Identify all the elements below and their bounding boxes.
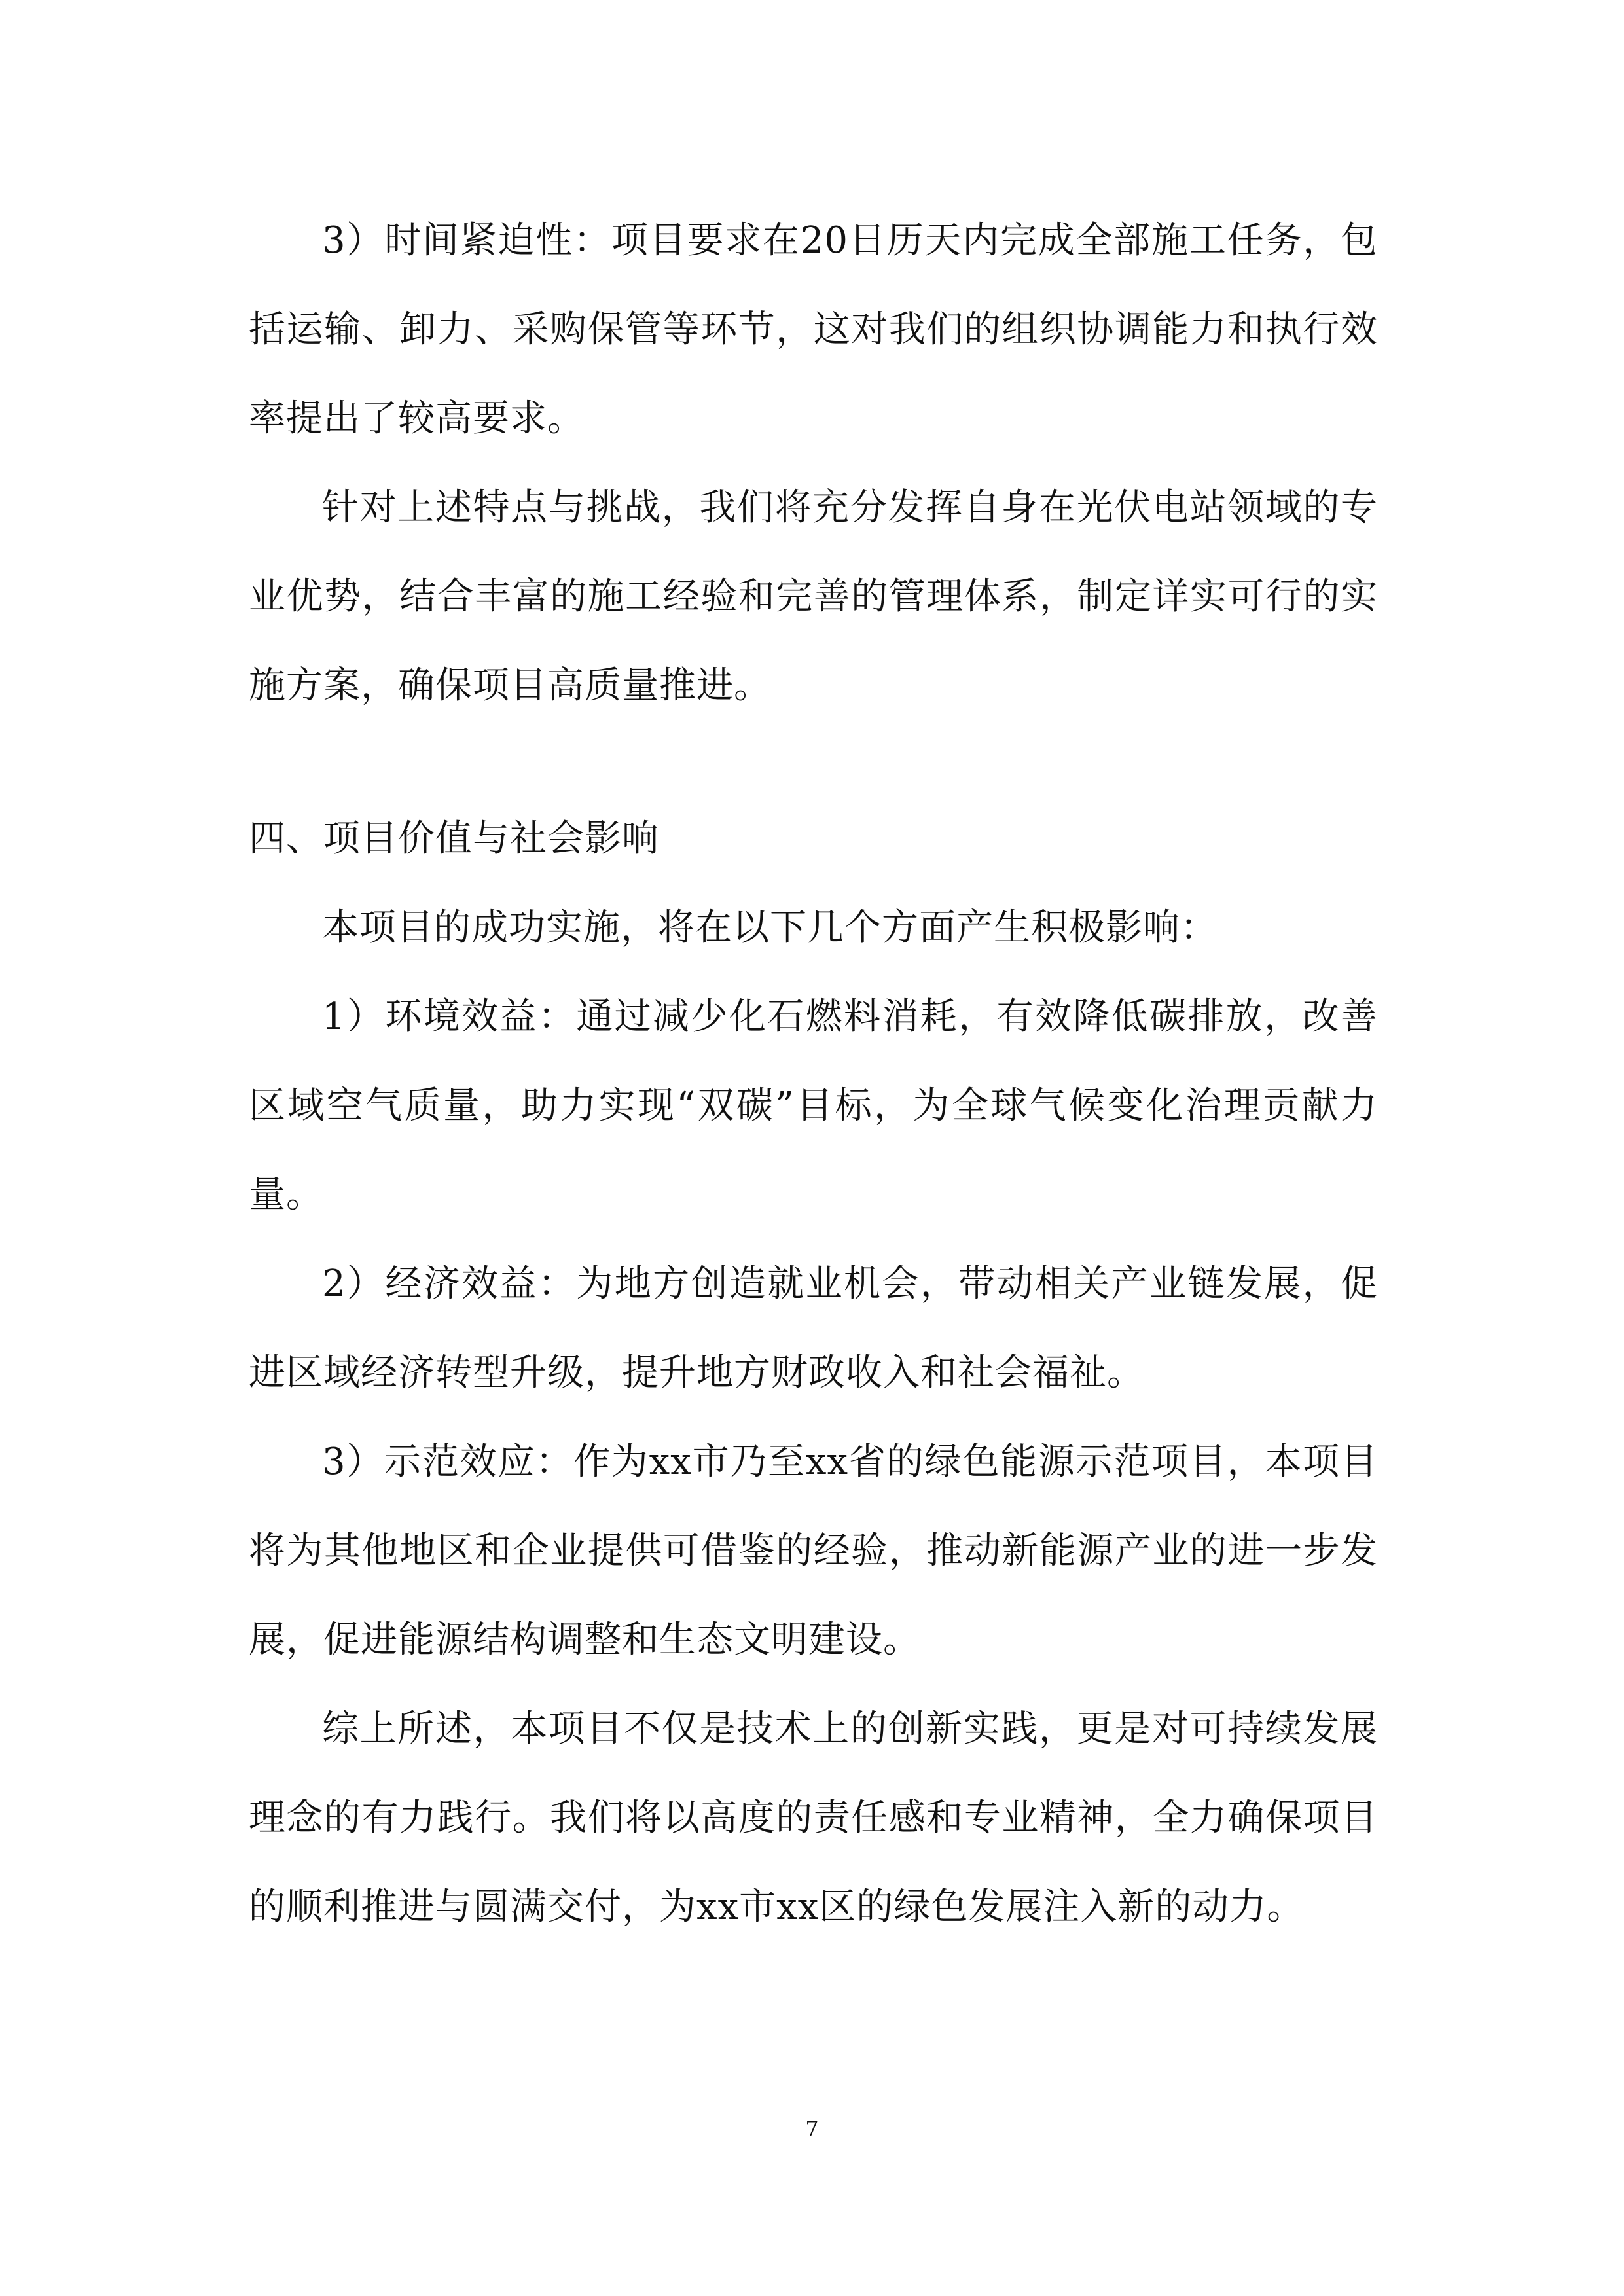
paragraph-impact-intro: 本项目的成功实施，将在以下几个方面产生积极影响：	[322, 906, 1218, 949]
paragraph-environmental-benefit: 1）环境效益：通过减少化石燃料消耗，有效降低碳排放，改善区域空气质量，助力实现“双碳”目标，为全球气候变化治理贡献力量。	[249, 996, 1378, 1216]
section-heading: 四、项目价值与社会影响	[249, 817, 659, 860]
paragraph-time-urgency: 3）时间紧迫性：项目要求在20日历天内完成全部施工任务，包括运输、卸力、采购保管等环节，这对我们的组织协调能力和执行效率提出了较高要求。	[249, 219, 1378, 440]
page-number: 7	[805, 2116, 819, 2141]
document-body	[249, 196, 1378, 1952]
paragraph-economic-benefit: 2）经济效益：为地方创造就业机会，带动相关产业链发展，促进区域经济转型升级，提升地方财政收入和社会福祉。	[249, 1263, 1378, 1394]
paragraph-conclusion: 综上所述，本项目不仅是技术上的创新实践，更是对可持续发展理念的有力践行。我们将以高度的责任感和专业精神，全力确保项目的顺利推进与圆满交付，为xx市xx区的绿色发展注入新的动力。	[249, 1708, 1378, 1928]
paragraph-demonstration-effect: 3）示范效应：作为xx市乃至xx省的绿色能源示范项目，本项目将为其他地区和企业提供可借鉴的经验，推动新能源产业的进一步发展，促进能源结构调整和生态文明建设。	[249, 1441, 1378, 1661]
paragraph-response-strategy: 针对上述特点与挑战，我们将充分发挥自身在光伏电站领域的专业优势，结合丰富的施工经验和完善的管理体系，制定详实可行的实施方案，确保项目高质量推进。	[249, 486, 1378, 707]
